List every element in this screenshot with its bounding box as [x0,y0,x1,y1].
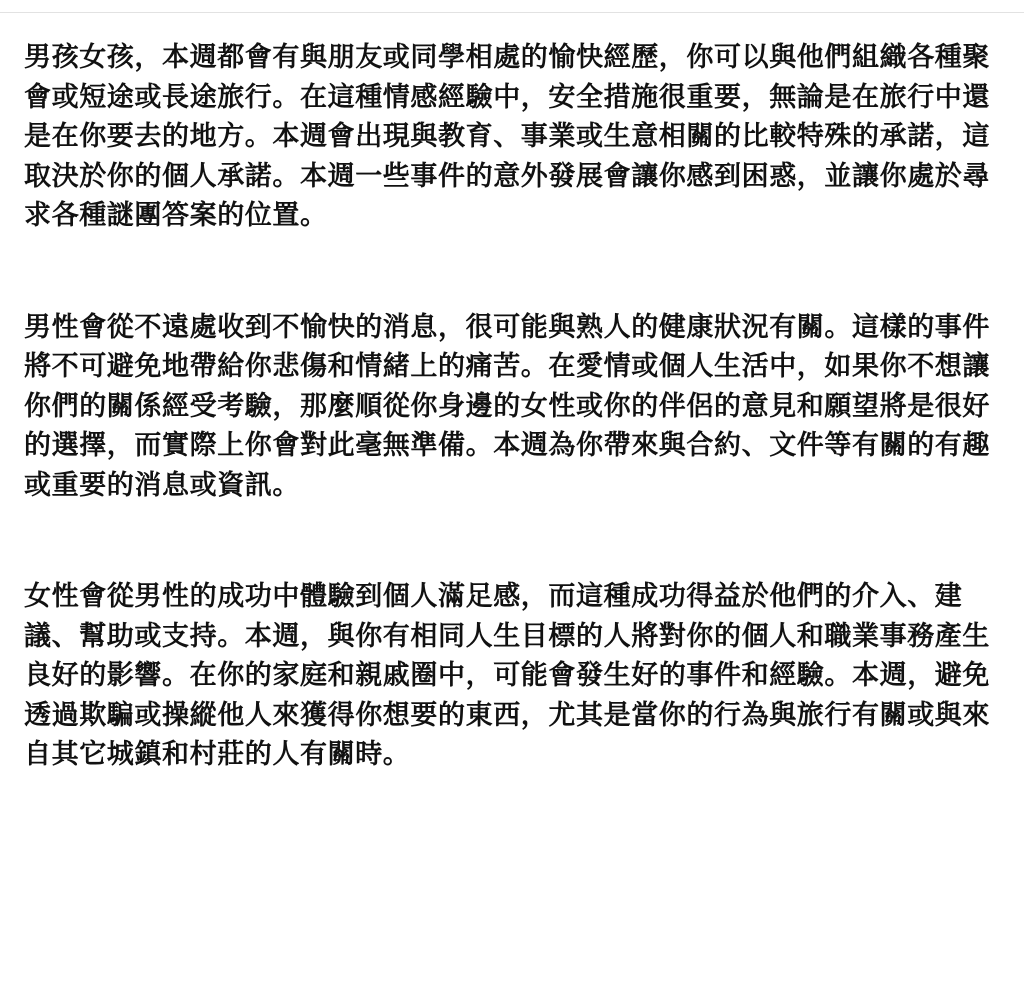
article-body [24,38,1008,775]
paragraph-women: 女性會從男性的成功中體驗到個人滿足感，而這種成功得益於他們的介入、建議、幫助或支持。本週，與你有相同人生目標的人將對你的個人和職業事務產生良好的影響。在你的家庭和親戚圈中，可能會發生好的事件和經驗。本週，避免透過欺騙或操縱他人來獲得你想要的東西，尤其是當你的行為與旅行有關或與來自其它城鎮和村莊的人有關時。 [24,581,990,770]
top-divider [0,12,1024,13]
paragraph-men: 男性會從不遠處收到不愉快的消息，很可能與熟人的健康狀況有關。這樣的事件將不可避免地帶給你悲傷和情緒上的痛苦。在愛情或個人生活中，如果你不想讓你們的關係經受考驗，那麼順從你身邊的女性或你的伴侶的意見和願望將是很好的選擇，而實際上你會對此毫無準備。本週為你帶來與合約、文件等有關的有趣或重要的消息或資訊。 [24,311,990,501]
paragraph-boys-girls: 男孩女孩，本週都會有與朋友或同學相處的愉快經歷，你可以與他們組織各種聚會或短途或長途旅行。在這種情感經驗中，安全措施很重要，無論是在旅行中還是在你要去的地方。本週會出現與教育、事業或生意相關的比較特殊的承諾，這取決於你的個人承諾。本週一些事件的意外發展會讓你感到困惑，並讓你處於尋求各種謎團答案的位置。 [24,42,990,231]
